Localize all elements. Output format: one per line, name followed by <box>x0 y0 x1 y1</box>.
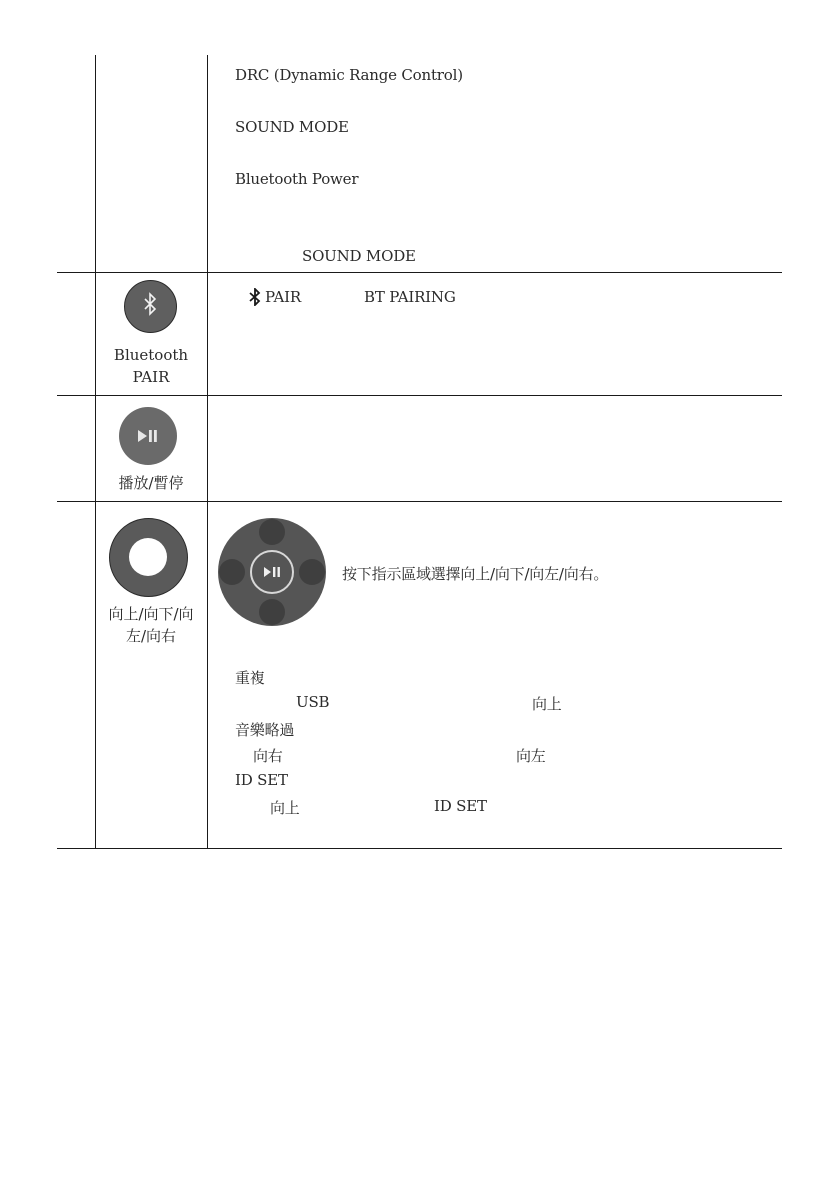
play-pause-icon <box>119 407 177 465</box>
repeat-usb: USB <box>296 693 330 711</box>
repeat-up: 向上 <box>532 695 562 713</box>
bluetooth-pair-caption <box>95 344 207 388</box>
play-pause-button[interactable] <box>119 407 177 465</box>
dpad-center-button[interactable] <box>250 550 294 594</box>
sound-mode-text-2: SOUND MODE <box>302 247 416 265</box>
sound-mode-text: SOUND MODE <box>235 118 349 136</box>
dpad-down-area[interactable] <box>259 599 285 625</box>
play-pause-caption: 播放/暫停 <box>118 474 184 492</box>
drc-text: DRC (Dynamic Range Control) <box>235 66 463 84</box>
caption-line-2: 左/向右 <box>125 627 177 645</box>
row-divider-2 <box>57 395 782 396</box>
dpad-up-area[interactable] <box>259 519 285 545</box>
bluetooth-power-text: Bluetooth Power <box>235 170 359 188</box>
skip-left: 向左 <box>516 747 546 765</box>
caption-line-2: PAIR <box>132 368 170 386</box>
skip-right: 向右 <box>253 747 283 765</box>
bluetooth-icon <box>124 280 177 333</box>
idset-heading: ID SET <box>235 771 288 789</box>
navigation-caption <box>95 603 207 647</box>
dpad-instruction: 按下指示區域選擇向上/向下/向左/向右。 <box>342 565 609 583</box>
bt-pairing-label: BT PAIRING <box>364 288 456 306</box>
idset-up: 向上 <box>270 799 300 817</box>
table-bottom-rule <box>57 848 782 849</box>
col-divider-1 <box>95 55 96 849</box>
caption-line-1: 向上/向下/向 <box>108 605 194 623</box>
play-pause-icon <box>252 552 292 592</box>
navigation-ring-center <box>129 538 167 576</box>
caption-line-1: Bluetooth <box>113 346 189 364</box>
pair-label: PAIR <box>265 288 301 306</box>
dpad-left-area[interactable] <box>219 559 245 585</box>
navigation-ring-button[interactable] <box>109 518 188 597</box>
repeat-heading: 重複 <box>235 669 265 687</box>
bluetooth-pair-button[interactable] <box>124 280 177 333</box>
row-divider-1 <box>57 272 782 273</box>
skip-heading: 音樂略過 <box>235 721 295 739</box>
idset-label: ID SET <box>434 797 487 815</box>
dpad-right-area[interactable] <box>299 559 325 585</box>
col-divider-2 <box>207 55 208 849</box>
row-divider-3 <box>57 501 782 502</box>
bluetooth-icon <box>249 288 261 306</box>
